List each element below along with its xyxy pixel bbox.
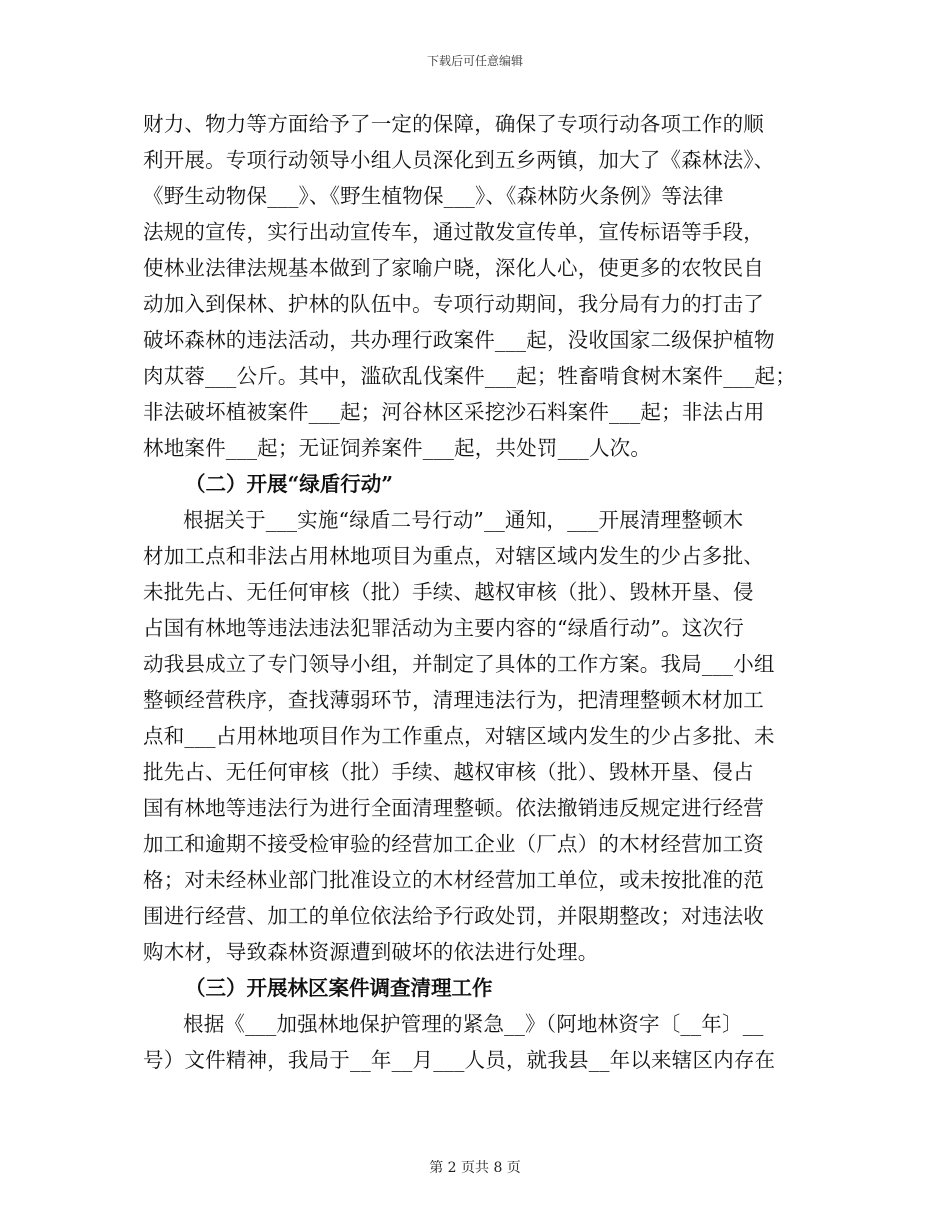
document-body [143, 106, 813, 1078]
paragraph-line: 动我县成立了专门领导小组，并制定了具体的工作方案。我局___小组 [143, 652, 775, 676]
paragraph-line: 利开展。专项行动领导小组人员深化到五乡两镇，加大了《森林法》、 [143, 148, 775, 172]
paragraph-line: 《野生动物保___》、《野生植物保___》、《森林防火条例》等法律 [143, 184, 724, 208]
paragraph-line: 根据《___加强林地保护管理的紧急__》（阿地林资字〔__年〕__ [183, 1012, 764, 1036]
paragraph-line: 材加工点和非法占用林地项目为重点，对辖区域内发生的少占多批、 [143, 544, 764, 568]
paragraph-line: 根据关于___实施“绿盾二号行动”__通知，___开展清理整顿木 [183, 508, 744, 532]
paragraph-line: 整顿经营秩序，查找薄弱环节，清理违法行为，把清理整顿木材加工 [143, 688, 764, 712]
paragraph-line: 加工和逾期不接受检审验的经营加工企业（厂点）的木材经营加工资 [143, 832, 764, 856]
paragraph-line: 肉苁蓉___公斤。其中，滥砍乱伐案件___起；牲畜啃食树木案件___起； [143, 364, 796, 388]
paragraph-line: 法规的宣传，实行出动宣传车，通过散发宣传单，宣传标语等手段， [143, 220, 764, 244]
paragraph-line: 占国有林地等违法违法犯罪活动为主要内容的“绿盾行动”。这次行 [143, 616, 744, 640]
page-footer: 第 2 页共 8 页 [429, 1160, 521, 1176]
paragraph-line: 国有林地等违法行为进行全面清理整顿。依法撤销违反规定进行经营 [143, 796, 764, 820]
section-heading: （二）开展“绿盾行动” [185, 472, 394, 496]
paragraph-line: 财力、物力等方面给予了一定的保障，确保了专项行动各项工作的顺 [143, 112, 764, 136]
paragraph-line: 未批先占、无任何审核（批）手续、越权审核（批）、毁林开垦、侵 [143, 580, 754, 604]
paragraph-line: 批先占、无任何审核（批）手续、越权审核（批）、毁林开垦、侵占 [143, 760, 754, 784]
section-heading: （三）开展林区案件调查清理工作 [185, 976, 493, 1000]
paragraph-line: 购木材，导致森林资源遭到破坏的依法进行处理。 [143, 940, 599, 964]
paragraph-line: 点和___占用林地项目作为工作重点，对辖区域内发生的少占多批、未 [143, 724, 775, 748]
paragraph-line: 围进行经营、加工的单位依法给予行政处罚，并限期整改；对违法收 [143, 904, 764, 928]
paragraph-line: 非法破坏植被案件___起；河谷林区采挖沙石料案件___起；非法占用 [143, 400, 765, 424]
paragraph-line: 格；对未经林业部门批准设立的木材经营加工单位，或未按批准的范 [143, 868, 764, 892]
paragraph-line: 使林业法律法规基本做到了家喻户晓，深化人心，使更多的农牧民自 [143, 256, 764, 280]
paragraph-line: 破坏森林的违法活动，共办理行政案件___起，没收国家二级保护植物 [143, 328, 775, 352]
page-header: 下载后可任意编辑 [426, 54, 523, 68]
paragraph-line: 动加入到保林、护林的队伍中。专项行动期间，我分局有力的打击了 [143, 292, 764, 316]
paragraph-line: 林地案件___起；无证饲养案件___起，共处罚___人次。 [143, 436, 652, 460]
paragraph-line: 号）文件精神，我局于__年__月___人员，就我县__年以来辖区内存在 [143, 1048, 776, 1072]
